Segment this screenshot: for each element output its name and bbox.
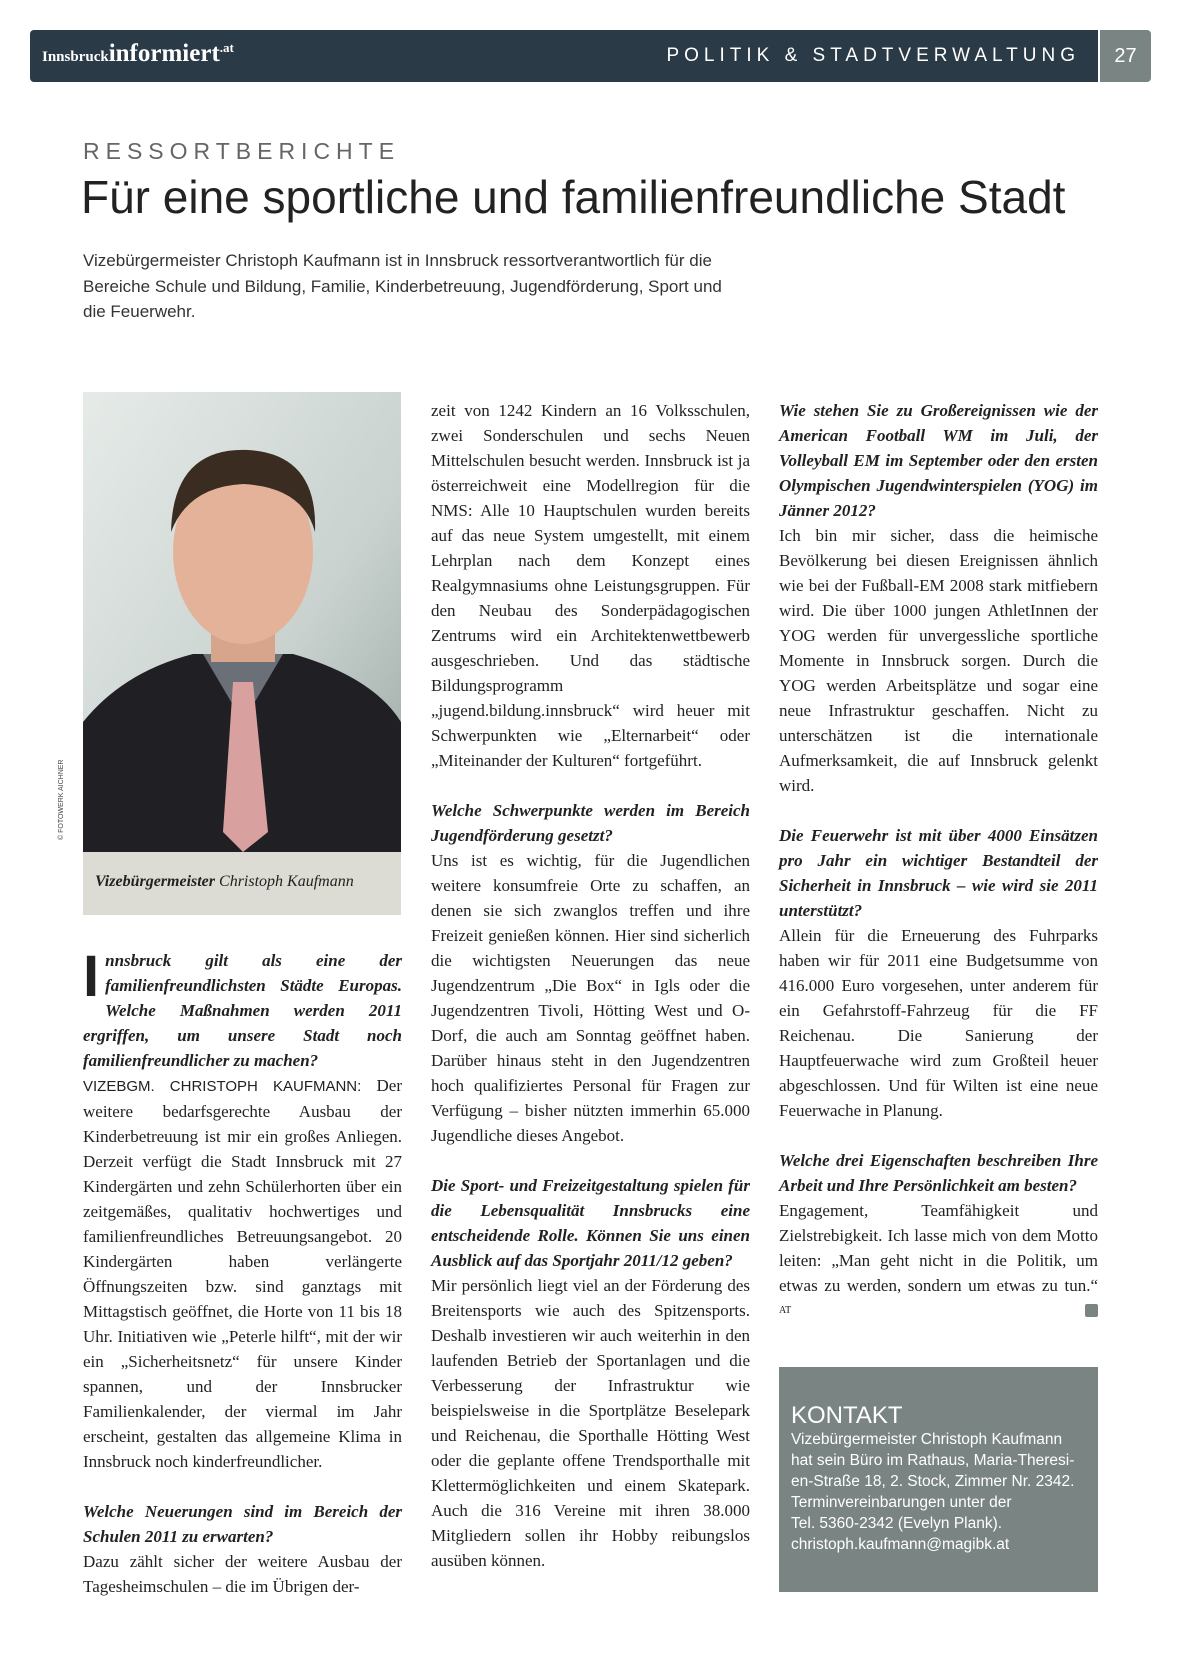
logo-main: informiert (108, 40, 220, 67)
answer-7-text: Engagement, Teamfähigkeit und Zielstrebigkeit. Ich lasse mich von dem Motto leiten: „Man geht nicht in die Politik, um etwas zu werden, sondern um etwas zu tun.“ (779, 1201, 1098, 1295)
contact-heading: KONTAKT (791, 1402, 903, 1429)
question-1 (83, 944, 402, 1073)
author-initials: AT (779, 1305, 792, 1316)
kicker: RESSORTBERICHTE (83, 138, 401, 164)
answer-1 (83, 1073, 402, 1474)
contact-line: Vizebürgermeister Christoph Kaufmann (791, 1431, 1063, 1448)
contact-email[interactable]: christoph.kaufmann@magibk.at (791, 1536, 1010, 1553)
caption-role: Vizebürgermeister (95, 873, 216, 890)
question-6: Die Feuerwehr ist mit über 4000 Einsätzen pro Jahr ein wichtiger Bestandteil der Sicherheit in Innsbruck – wie wird sie 2011 unterstützt? (779, 826, 1098, 920)
column-3 (779, 398, 1098, 1327)
answer-6: Allein für die Erneuerung des Fuhrparks haben wir für 2011 eine Budgetsumme von 416.000 Euro vorgesehen, unter anderem für ein Gefahrstoff-Fahrzeug für die FF Reichenau. Die Sanierung der Hauptfeuerwache wird zum Großteil heuer abgeschlossen. Und für Wilten ist eine neue Feuerwache in Planung. (779, 926, 1098, 1120)
photo-caption (83, 852, 401, 915)
logo-suffix: .at (219, 40, 234, 55)
portrait-photo (83, 392, 401, 852)
section-title: POLITIK & STADTVERWALTUNG (666, 45, 1080, 66)
contact-phone: Tel. 5360-2342 (Evelyn Plank). (791, 1515, 1003, 1532)
answer-7 (779, 1198, 1098, 1327)
question-3: Welche Schwerpunkte werden im Bereich Jugendförderung gesetzt? (431, 801, 750, 845)
question-2: Welche Neuerungen sind im Bereich der Schulen 2011 zu erwarten? (83, 1502, 402, 1546)
answer-2-start: Dazu zählt sicher der weitere Ausbau der Tagesheimschulen – die im Übrigen der- (83, 1552, 402, 1596)
end-mark-icon (1085, 1304, 1098, 1317)
magazine-logo (42, 40, 234, 68)
question-4: Die Sport- und Freizeitgestaltung spielen für die Lebensqualität Innsbrucks eine entscheidende Rolle. Können Sie uns einen Ausblick auf das Sportjahr 2011/12 geben? (431, 1176, 750, 1270)
answer-1-text: Der weitere bedarfsgerechte Ausbau der Kinderbetreuung ist mir ein großes Anliegen. Derzeit verfügt die Stadt Innsbruck mit 27 Kindergärten und zehn Schülerhorten über ein zeitgemäßes, qualitativ hochwertiges und familienfreundliches Betreuungsangebot. 20 Kindergärten haben verlängerte Öffnungszeiten bzw. sind ganztags mit Mittagstisch geöffnet, die Horte von 11 bis 18 Uhr. Initiativen wie „Peterle hilft“, mit der wir ein „Sicherheitsnetz“ für unsere Kinder spannen, und der Innsbrucker Familienkalender, der viermal im Jahr erscheint, gestalten das allgemeine Klima in Innsbruck noch kinderfreundlicher. (83, 1076, 402, 1471)
contact-box (779, 1367, 1098, 1592)
answer-2-continued: zeit von 1242 Kindern an 16 Volksschulen, zwei Sonderschulen und sechs Neuen Mittelschulen besucht werden. Innsbruck ist ja österreichweit eine Modellregion für die NMS: Alle 10 Hauptschulen wurden bereits auf das neue System umgestellt, mit einem Lehrplan nach dem Konzept eines Realgymnasiums ohne Leistungsgruppen. Für den Neubau des Sonderpädagogischen Zentrums wird ein Architektenwettbewerb ausgeschrieben. Und das städtische Bildungsprogramm „jugend.bildung.innsbruck“ wird heuer mit Schwerpunkten wie „Elternarbeit“ oder „Miteinander der Kulturen“ fortgeführt. (431, 401, 750, 770)
article-intro: Vizebürgermeister Christoph Kaufmann ist in Innsbruck ressortverantwortlich für die Bereiche Schule und Bildung, Familie, Kinderbetreuung, Jugendförderung, Sport und die Feuerwehr. (83, 251, 722, 321)
speaker-label: VIZEBGM. CHRISTOPH KAUFMANN: (83, 1078, 362, 1095)
drop-cap: I (83, 944, 100, 1009)
page-number: 27 (1100, 30, 1151, 82)
answer-3: Uns ist es wichtig, für die Jugendlichen weitere konsumfreie Orte zu schaffen, an denen sie sich zwanglos treffen und ihre Freizeit genießen können. Hier sind sicherlich die wichtigsten Neuerungen das neue Jugendzentrum „Die Box“ in Igls oder die Jugendzentren Tivoli, Hötting West und O-Dorf, die auch am Sonntag geöffnet haben. Darüber hinaus steht in den Jugendzentren hoch qualifiziertes Personal für Fragen zur Verfügung – bisher nützten immerhin 65.000 Jugendliche dieses Angebot. (431, 851, 750, 1145)
question-7: Welche drei Eigenschaften beschreiben Ihre Arbeit und Ihre Persönlichkeit am besten? (779, 1151, 1098, 1195)
article-title: Für eine sportliche und familienfreundliche Stadt (81, 171, 1066, 223)
logo-prefix: Innsbruck (42, 49, 109, 65)
question-1-text: nnsbruck gilt als eine der familienfreundlichsten Städte Europas. Welche Maßnahmen werden 2011 ergriffen, um unsere Stadt noch familienfreundlicher zu machen? (83, 951, 402, 1070)
column-1 (83, 944, 402, 1599)
contact-line: Terminvereinbarungen unter der (791, 1494, 1012, 1511)
contact-line: en-Straße 18, 2. Stock, Zimmer Nr. 2342. (791, 1473, 1075, 1490)
answer-5: Ich bin mir sicher, dass die heimische Bevölkerung bei diesen Ereignissen ähnlich wie bei der Fußball-EM 2008 stark mitfiebern wird. Die über 1000 jungen AthletInnen der YOG werden für unvergessliche sportliche Momente in Innsbruck sorgen. Durch die YOG werden Arbeitsplätze und sogar eine neue Infrastruktur geschaffen. Nicht zu unterschätzen ist die internationale Aufmerksamkeit, die auf Innsbruck gelenkt wird. (779, 526, 1098, 795)
column-2 (431, 398, 750, 1573)
caption-name: Christoph Kaufmann (219, 873, 354, 890)
question-5: Wie stehen Sie zu Großereignissen wie der American Football WM im Juli, der Volleyball EM im September oder den ersten Olympischen Jugendwinterspielen (YOG) im Jänner 2012? (779, 401, 1098, 520)
answer-4: Mir persönlich liegt viel an der Förderung des Breitensports wie auch des Spitzensports. Deshalb investieren wir auch weiterhin in den laufenden Betrieb der Sportanlagen und die Verbesserung der Infrastruktur wie beispielsweise in die Sportplätze Beselepark und Reichenau, die Sporthalle Hötting West oder die geplante offene Trendsporthalle mit Klettermöglichkeiten und einem Skatepark. Auch die 316 Vereine mit ihren 38.000 Mitgliedern sollen ihr Hobby reibungslos ausüben können. (431, 1276, 750, 1570)
photo-credit: © FOTOWERK AICHNER (58, 759, 65, 840)
contact-line: hat sein Büro im Rathaus, Maria-Theresi- (791, 1452, 1075, 1469)
header-bar (30, 30, 1098, 82)
